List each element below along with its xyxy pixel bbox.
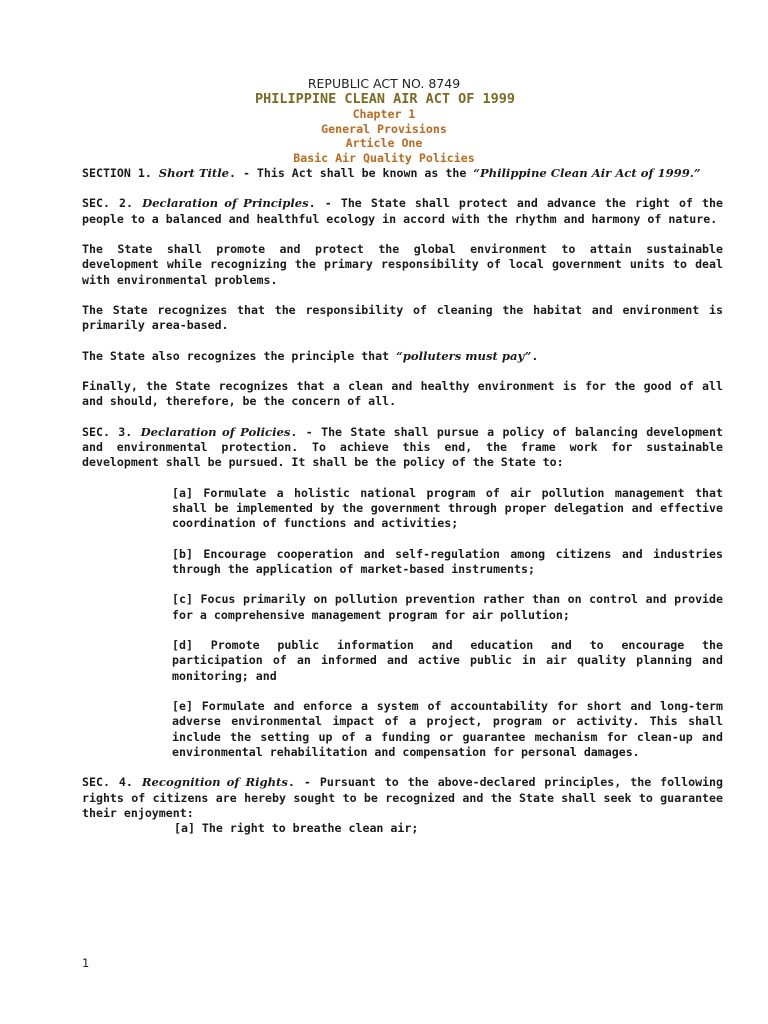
section-2 — [82, 196, 723, 227]
act-title: PHILIPPINE CLEAN AIR ACT OF 1999 — [254, 91, 516, 107]
act-number: REPUBLIC ACT NO. 8749 — [307, 76, 461, 91]
section-2-prefix: SEC. 2. — [82, 196, 143, 211]
section-3-text: . - The State shall pursue a policy of balancing development and environmental protection. To achieve this end, the frame work for sustainable development shall be pursued. It shall be the policy of the State to: — [82, 424, 723, 470]
section-4-title: Recognition of Rights — [141, 775, 288, 790]
section-3-title: Declaration of Policies — [140, 424, 291, 439]
document-body — [82, 166, 723, 837]
section-1-quote: “Philippine Clean Air Act of 1999.” — [473, 166, 701, 180]
section-3 — [82, 425, 723, 471]
chapter-title: General Provisions — [321, 121, 447, 136]
article-title: Basic Air Quality Policies — [293, 151, 475, 166]
section-2-paragraph-4-end: . — [531, 348, 539, 363]
section-1-title: Short Title — [158, 166, 229, 180]
rights-item-a: [a] The right to breathe clean air; — [174, 821, 419, 836]
section-1-text: . - This Act shall be known as the — [228, 166, 474, 180]
policy-item-c: [c] Focus primarily on pollution prevention rather than on control and provide for a comprehensive management program for air pollution; — [172, 592, 723, 622]
section-4 — [82, 775, 723, 821]
chapter-label: Chapter 1 — [352, 107, 416, 121]
policy-item-e: [e] Formulate and enforce a system of accountability for short and long-term adverse environmental impact of a project, program or activity. This shall include the setting up of a funding or guarantee mechanism for clean-up and environmental rehabilitation and compensation for personal damages. — [172, 699, 723, 760]
article-label: Article One — [345, 136, 423, 151]
section-2-paragraph-5: Finally, the State recognizes that a clean and healthy environment is for the good of all and should, therefore, be the concern of all. — [82, 379, 723, 409]
policy-item-d: [d] Promote public information and education and to encourage the participation of an informed and active public in air quality planning and monitoring; and — [172, 638, 723, 683]
policy-item-a: [a] Formulate a holistic national program of air pollution management that shall be implemented by the government through proper delegation and effective coordination of functions and activities; — [172, 485, 723, 531]
section-3-prefix: SEC. 3. — [82, 424, 141, 439]
section-2-text: . - The State shall protect and advance the right of the people to a balanced and healthful ecology in accord with the rhythm and harmony of nature. — [82, 196, 723, 226]
polluters-must-pay-quote: “polluters must pay” — [396, 348, 532, 363]
section-4-text: . - Pursuant to the above-declared principles, the following rights of citizens are hereby sought to be recognized and the State shall seek to guarantee their enjoyment: — [82, 775, 724, 821]
section-2-title: Declaration of Principles — [142, 196, 309, 211]
document-header — [0, 76, 768, 166]
section-4-prefix: SEC. 4. — [82, 775, 142, 790]
section-1 — [82, 166, 723, 181]
page-number: 1 — [82, 956, 90, 970]
policy-item-b: [b] Encourage cooperation and self-regulation among citizens and industries through the application of market-based instruments; — [172, 546, 723, 577]
section-2-paragraph-4 — [82, 349, 723, 364]
section-1-prefix: SECTION 1. — [82, 166, 159, 180]
section-2-paragraph-4-text: The State also recognizes the principle that — [82, 348, 397, 363]
section-2-paragraph-2: The State shall promote and protect the global environment to attain sustainable development while recognizing the primary responsibility of local government units to deal with environmental problems. — [82, 242, 723, 287]
section-2-paragraph-3: The State recognizes that the responsibility of cleaning the habitat and environment is primarily area-based. — [82, 303, 723, 333]
